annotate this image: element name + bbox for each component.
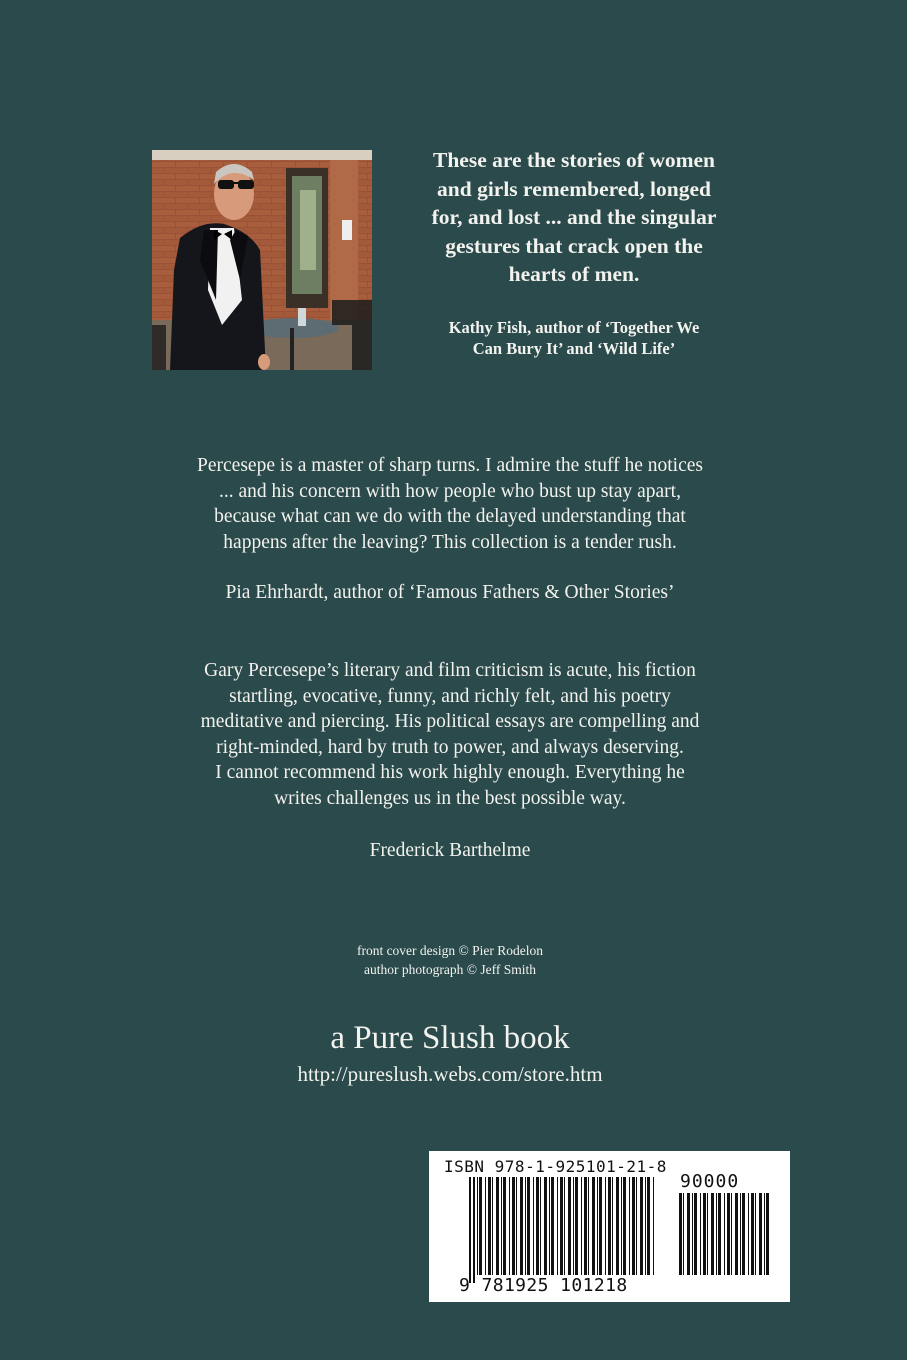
barcode-bar [599, 1177, 602, 1275]
barcode-guard-bar [473, 1177, 475, 1283]
barcode-bar [687, 1193, 690, 1275]
barcode-bar [764, 1193, 765, 1275]
barcode-bar [536, 1177, 539, 1275]
barcode-bar [694, 1193, 697, 1275]
blurb-line: happens after the leaving? This collection is a tender rush. [223, 531, 677, 553]
barcode-bar [485, 1177, 486, 1275]
barcode-bar [573, 1177, 574, 1275]
barcode-bar [527, 1177, 530, 1275]
barcode-bar [703, 1193, 706, 1275]
barcode-bar [735, 1193, 738, 1275]
second-blurb-attribution: Pia Ehrhardt, author of ‘Famous Fathers & Other Stories’ [225, 582, 675, 603]
barcode-guard-bar [469, 1177, 471, 1283]
attribution-line: Kathy Fish, author of ‘Together We [448, 318, 700, 337]
barcode-bar [503, 1177, 506, 1275]
barcode-bar [707, 1193, 708, 1275]
barcode-bar [748, 1193, 749, 1275]
blurb-line: gestures that crack open the [445, 233, 703, 258]
barcode-bar [575, 1177, 578, 1275]
barcode-bar [636, 1177, 637, 1275]
photo-credit: author photograph © Jeff Smith [364, 962, 536, 977]
blurb-line: right-minded, hard by truth to power, and always deserving. [216, 736, 684, 758]
ean-digits: 9 781925 101218 [459, 1275, 628, 1296]
barcode-bar [488, 1177, 491, 1275]
third-blurb [140, 658, 760, 811]
barcode-bar [679, 1193, 682, 1275]
barcode-bar [727, 1193, 730, 1275]
barcode-bar [509, 1177, 510, 1275]
design-credits [250, 941, 650, 979]
barcode-bar [560, 1177, 563, 1275]
barcode-bar [755, 1193, 756, 1275]
barcode-bar [516, 1177, 517, 1275]
barcode-bar [540, 1177, 541, 1275]
featured-blurb-attribution [396, 317, 752, 359]
blurb-line: These are the stories of women [432, 148, 716, 172]
barcode-bar [520, 1177, 523, 1275]
barcode-bar [653, 1177, 654, 1275]
barcode-bar [645, 1177, 646, 1275]
barcode-bar [501, 1177, 502, 1275]
barcode-bar [766, 1193, 769, 1275]
barcode-bar [608, 1177, 611, 1275]
blurb-line: startling, evocative, funny, and richly felt, and his poetry [229, 685, 671, 707]
barcode-bar [544, 1177, 547, 1275]
barcode-bar [549, 1177, 550, 1275]
price-code: 90000 [680, 1171, 740, 1192]
author-photo [152, 150, 372, 370]
blurb-line: I cannot recommend his work highly enough. Everything he [215, 762, 685, 783]
barcode-bar [584, 1177, 587, 1275]
blurb-line: Percesepe is a master of sharp turns. I admire the stuff he notices [197, 455, 703, 476]
barcode-bar [479, 1177, 482, 1275]
barcode-bar [683, 1193, 684, 1275]
barcode-bar [612, 1177, 613, 1275]
attribution-line: Can Bury It’ and ‘Wild Life’ [472, 339, 676, 358]
barcode-bar [588, 1177, 589, 1275]
barcode-bar [629, 1177, 630, 1275]
blurb-line: for, and lost ... and the singular [431, 205, 717, 229]
blurb-line: ... and his concern with how people who bust up stay apart, [219, 480, 681, 502]
barcode-bar [557, 1177, 558, 1275]
isbn-label: ISBN 978-1-925101-21-8 [444, 1157, 667, 1176]
blurb-line: because what can we do with the delayed understanding that [214, 506, 686, 527]
barcode-bar [731, 1193, 732, 1275]
publisher-url: http://pureslush.webs.com/store.htm [297, 1062, 603, 1086]
barcode-bar [751, 1193, 754, 1275]
barcode-bar [711, 1193, 714, 1275]
isbn-barcode [429, 1151, 790, 1302]
blurb-line: Gary Percesepe’s literary and film criticism is acute, his fiction [204, 660, 696, 681]
barcode-bar [740, 1193, 741, 1275]
barcode-bar [700, 1193, 701, 1275]
barcode-bar [597, 1177, 598, 1275]
barcode-bar [632, 1177, 635, 1275]
barcode-bar [621, 1177, 622, 1275]
barcode-bar [605, 1177, 606, 1275]
second-blurb [140, 453, 760, 555]
blurb-line: hearts of men. [508, 262, 640, 286]
barcode-bar [551, 1177, 554, 1275]
blurb-line: meditative and piercing. His political essays are compelling and [200, 711, 700, 732]
barcode-bar [525, 1177, 526, 1275]
barcode-bar [568, 1177, 571, 1275]
barcode-bar [716, 1193, 717, 1275]
barcode-bar [592, 1177, 595, 1275]
barcode-bar [533, 1177, 534, 1275]
barcode-bar [742, 1193, 745, 1275]
cover-credit: front cover design © Pier Rodelon [356, 943, 544, 958]
barcode-bar [564, 1177, 565, 1275]
barcode-bar [477, 1177, 478, 1275]
author-photo-illustration [152, 150, 372, 370]
blurb-line: and girls remembered, longed [437, 176, 711, 201]
blurb-line: writes challenges us in the best possible way. [274, 787, 626, 809]
barcode-bar [496, 1177, 499, 1275]
barcode-bar [718, 1193, 721, 1275]
barcode-bar [692, 1193, 693, 1275]
barcode-bar [492, 1177, 493, 1275]
barcode-bar [647, 1177, 650, 1275]
barcode-bar [724, 1193, 725, 1275]
barcode-bar [616, 1177, 619, 1275]
featured-blurb [396, 146, 752, 289]
barcode-bar [759, 1193, 762, 1275]
third-blurb-attribution: Frederick Barthelme [369, 840, 531, 861]
barcode-bar [623, 1177, 626, 1275]
barcode-bar [581, 1177, 582, 1275]
barcode-bar [512, 1177, 515, 1275]
barcode-bar [640, 1177, 643, 1275]
publisher-line: a Pure Slush book [330, 1020, 570, 1056]
